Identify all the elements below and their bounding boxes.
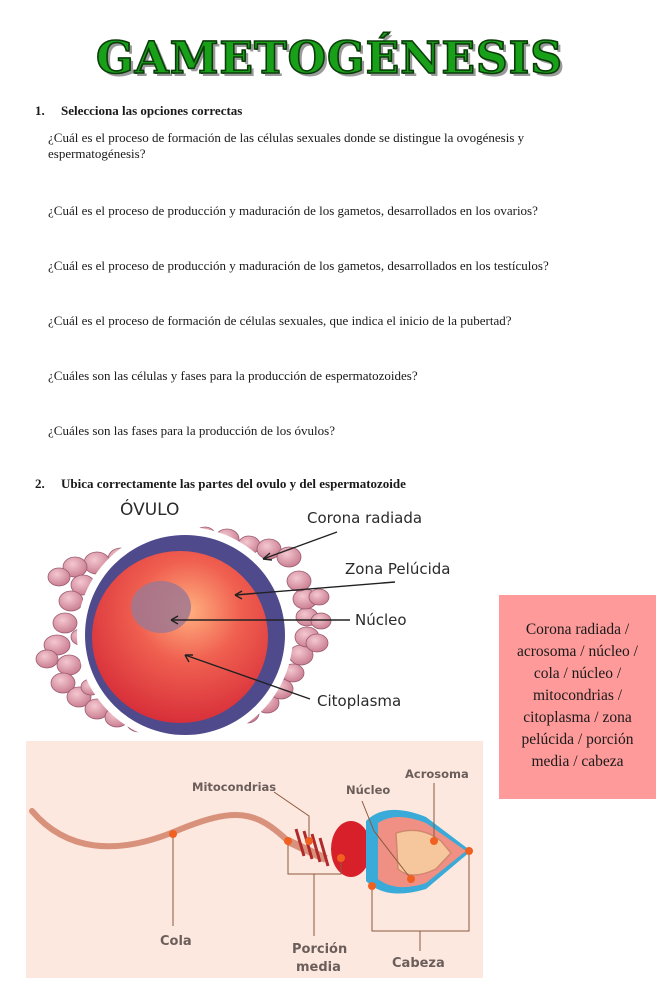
question-2: ¿Cuál es el proceso de producción y maduración de los gametos, desarrollados en los ovarios? [48,203,538,218]
section-1-number: 1. [35,103,45,118]
citoplasma [92,551,268,723]
section-2-heading [35,476,406,492]
cola-shape [32,811,288,846]
label-media: media [296,960,341,975]
label-nucleo-sperm: Núcleo [346,783,391,797]
section-1-title: Selecciona las opciones correctas [61,103,243,118]
section-1-heading [35,103,242,119]
question-4: ¿Cuál es el proceso de formación de células sexuales, que indica el inicio de la pubertad? [48,313,512,328]
label-zona-pelucida: Zona Pelúcida [345,560,451,578]
label-cabeza: Cabeza [392,956,445,971]
page-title: GAMETOGÉNESIS [95,33,564,84]
label-nucleo: Núcleo [355,611,407,629]
question-6: ¿Cuáles son las fases para la producción de los óvulos? [48,423,336,438]
cuello-shape [331,821,371,877]
label-acrosoma: Acrosoma [405,767,469,781]
label-citoplasma: Citoplasma [317,692,402,710]
espermatozoide-illustration [26,741,483,978]
ovulo-illustration [35,497,465,735]
word-bank-box: Corona radiada / acrosoma / núcleo / cola / núcleo / mitocondrias / citoplasma / zona pelúcida / porción media / cabeza [499,595,656,799]
label-porcion: Porción [292,942,348,957]
label-mitocondrias: Mitocondrias [192,780,277,794]
nucleo [131,581,191,633]
question-5: ¿Cuáles son las células y fases para la producción de espermatozoides? [48,368,418,383]
question-1: ¿Cuál es el proceso de formación de las células sexuales donde se distingue la ovogénesis y espermatogénesis? [48,130,525,161]
section-2-number: 2. [35,476,45,491]
label-corona-radiada: Corona radiada [307,509,423,527]
section-2-title: Ubica correctamente las partes del ovulo y del espermatozoide [61,476,406,491]
label-cola: Cola [160,934,192,949]
question-3: ¿Cuál es el proceso de producción y maduración de los gametos, desarrollados en los testículos? [48,258,549,273]
espermatozoide-diagram [26,741,483,978]
ovulo-diagram [35,497,465,735]
ovulo-title: ÓVULO [120,500,180,520]
